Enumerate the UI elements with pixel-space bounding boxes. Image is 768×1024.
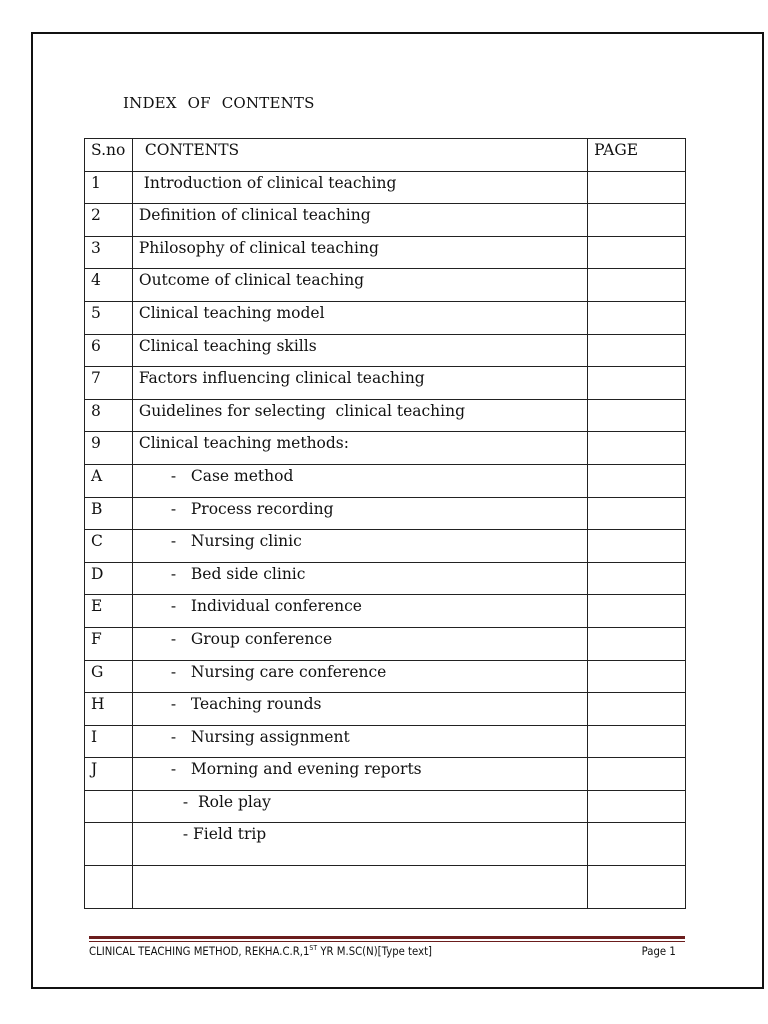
cell-content <box>132 866 587 909</box>
cell-page <box>588 693 686 726</box>
cell-content: - Field trip <box>132 823 587 866</box>
cell-content: - Bed side clinic <box>132 562 587 595</box>
cell-page <box>588 627 686 660</box>
table-row <box>85 301 686 334</box>
cell-content: Factors influencing clinical teaching <box>132 367 587 400</box>
footer-rule <box>89 936 685 942</box>
cell-sno: E <box>85 595 133 628</box>
cell-content: - Nursing assignment <box>132 725 587 758</box>
contents-table <box>84 138 686 909</box>
cell-content: - Nursing care conference <box>132 660 587 693</box>
table-row <box>85 204 686 237</box>
cell-page <box>588 236 686 269</box>
cell-page <box>588 367 686 400</box>
table-row <box>85 530 686 563</box>
table-row <box>85 497 686 530</box>
cell-sno: G <box>85 660 133 693</box>
table-row <box>85 758 686 791</box>
table-header-row <box>85 139 686 172</box>
cell-sno: F <box>85 627 133 660</box>
cell-page <box>588 660 686 693</box>
table-row <box>85 595 686 628</box>
header-page: PAGE <box>588 139 686 172</box>
cell-sno: 5 <box>85 301 133 334</box>
footer-text-sup: ST <box>309 944 318 953</box>
cell-content: Clinical teaching model <box>132 301 587 334</box>
table-row <box>85 399 686 432</box>
cell-sno: 9 <box>85 432 133 465</box>
cell-page <box>588 866 686 909</box>
cell-sno: A <box>85 464 133 497</box>
table-row <box>85 660 686 693</box>
document-title: INDEX OF CONTENTS <box>123 94 315 112</box>
table-row <box>85 334 686 367</box>
page-number: Page 1 <box>641 944 676 958</box>
table-row <box>85 432 686 465</box>
cell-page <box>588 464 686 497</box>
cell-content: Clinical teaching methods: <box>132 432 587 465</box>
table-row <box>85 171 686 204</box>
cell-page <box>588 269 686 302</box>
table-row <box>85 269 686 302</box>
cell-content: Definition of clinical teaching <box>132 204 587 237</box>
cell-sno: 8 <box>85 399 133 432</box>
cell-content: Outcome of clinical teaching <box>132 269 587 302</box>
table-row <box>85 236 686 269</box>
table-row <box>85 693 686 726</box>
footer-text <box>89 944 432 958</box>
cell-content: - Individual conference <box>132 595 587 628</box>
cell-sno: J <box>85 758 133 791</box>
table-row <box>85 562 686 595</box>
cell-sno: C <box>85 530 133 563</box>
cell-sno <box>85 790 133 823</box>
cell-content: - Case method <box>132 464 587 497</box>
cell-page <box>588 725 686 758</box>
cell-sno: 3 <box>85 236 133 269</box>
cell-content: - Nursing clinic <box>132 530 587 563</box>
footer-text-main: CLINICAL TEACHING METHOD, REKHA.C.R,1 <box>89 944 310 958</box>
cell-content: Introduction of clinical teaching <box>132 171 587 204</box>
cell-page <box>588 204 686 237</box>
cell-page <box>588 530 686 563</box>
table-row <box>85 367 686 400</box>
cell-sno: 4 <box>85 269 133 302</box>
cell-page <box>588 171 686 204</box>
table-row <box>85 790 686 823</box>
cell-page <box>588 790 686 823</box>
cell-sno <box>85 823 133 866</box>
cell-sno: H <box>85 693 133 726</box>
cell-sno: 1 <box>85 171 133 204</box>
cell-page <box>588 823 686 866</box>
table-row <box>85 866 686 909</box>
cell-content: - Process recording <box>132 497 587 530</box>
cell-sno: 2 <box>85 204 133 237</box>
cell-sno: 7 <box>85 367 133 400</box>
cell-sno: 6 <box>85 334 133 367</box>
header-sno: S.no <box>85 139 133 172</box>
cell-page <box>588 432 686 465</box>
cell-sno <box>85 866 133 909</box>
header-contents: CONTENTS <box>132 139 587 172</box>
cell-page <box>588 334 686 367</box>
table-row <box>85 725 686 758</box>
table-row <box>85 627 686 660</box>
table-row <box>85 464 686 497</box>
table-body <box>85 171 686 909</box>
cell-sno: I <box>85 725 133 758</box>
cell-content: - Group conference <box>132 627 587 660</box>
cell-page <box>588 595 686 628</box>
cell-content: - Morning and evening reports <box>132 758 587 791</box>
cell-page <box>588 562 686 595</box>
footer-text-rest: YR M.SC(N)[Type text] <box>317 944 432 958</box>
cell-page <box>588 758 686 791</box>
cell-sno: D <box>85 562 133 595</box>
cell-sno: B <box>85 497 133 530</box>
cell-content: Philosophy of clinical teaching <box>132 236 587 269</box>
cell-content: Guidelines for selecting clinical teaching <box>132 399 587 432</box>
cell-content: - Teaching rounds <box>132 693 587 726</box>
cell-content: Clinical teaching skills <box>132 334 587 367</box>
cell-page <box>588 497 686 530</box>
table-row <box>85 823 686 866</box>
cell-page <box>588 399 686 432</box>
cell-page <box>588 301 686 334</box>
cell-content: - Role play <box>132 790 587 823</box>
